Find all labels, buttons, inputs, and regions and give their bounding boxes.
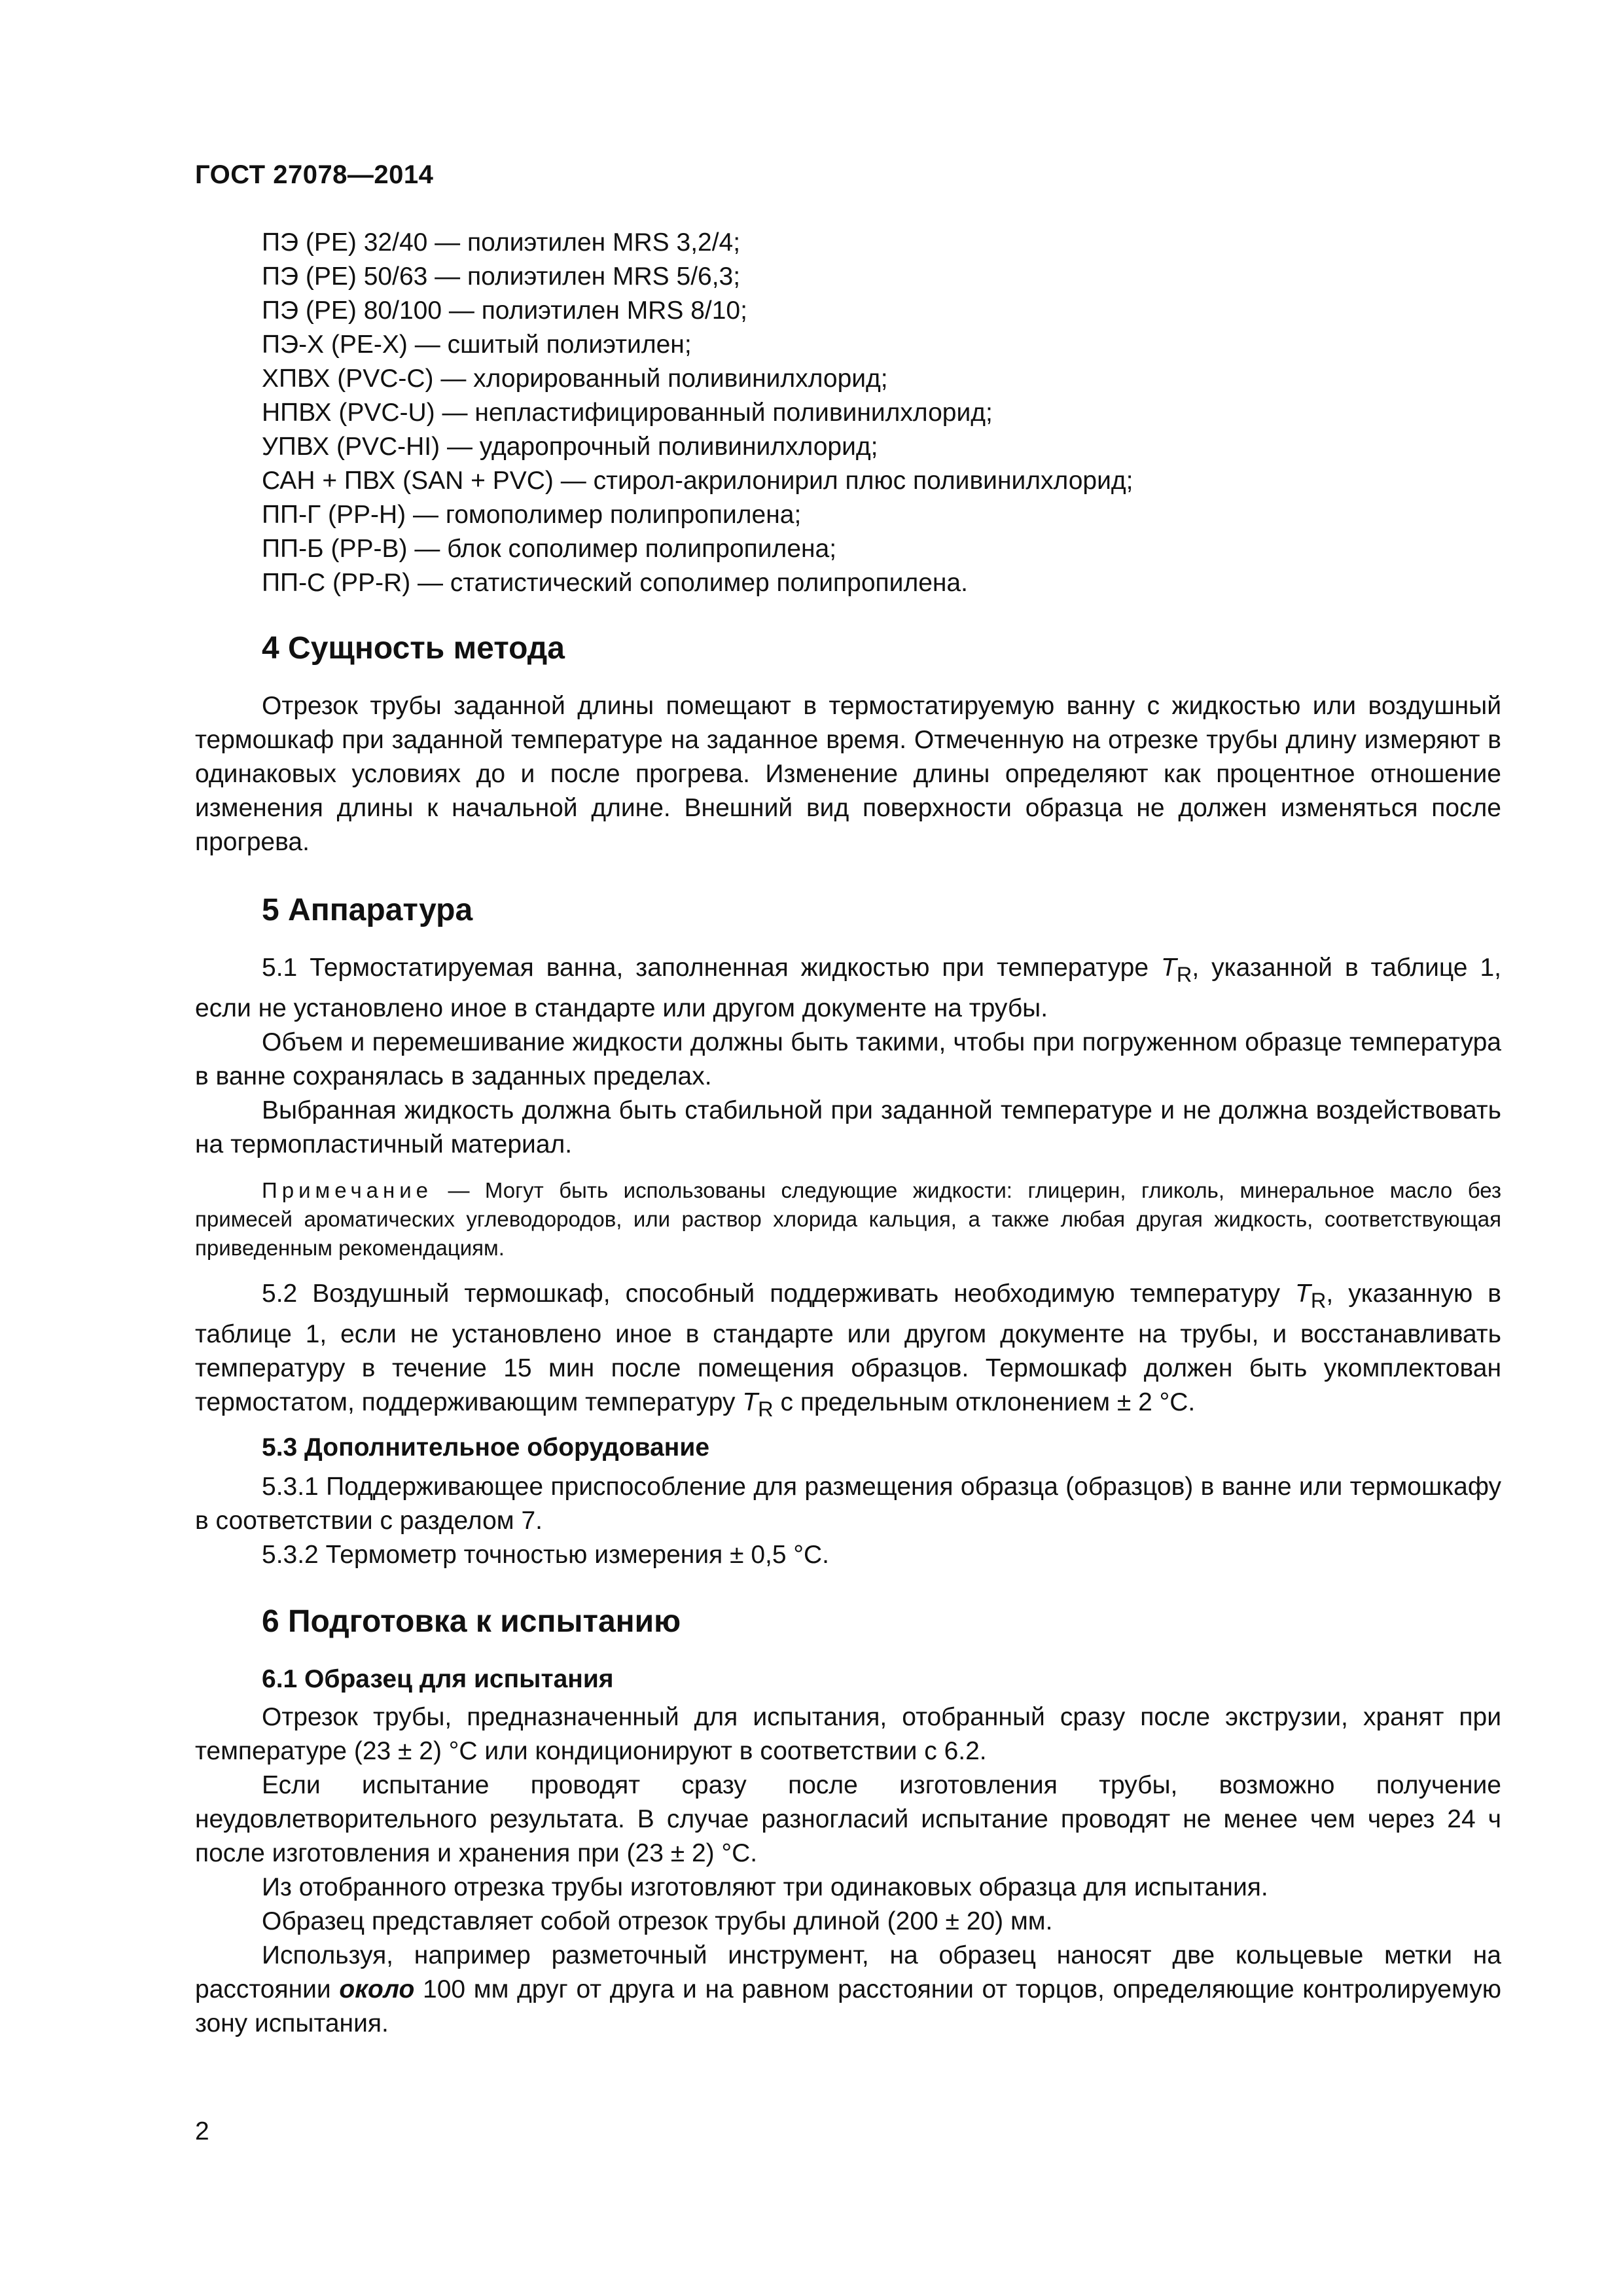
note-paragraph <box>195 1176 1501 1263</box>
paragraph-5-1-2: Объем и перемешивание жидкости должны быть такими, чтобы при погруженном образце температура в ванне сохранялась в заданных пределах. <box>195 1028 1501 1090</box>
abbreviation-item: ПЭ (PE) 80/100 — полиэтилен MRS 8/10; <box>262 296 747 325</box>
abbreviation-item: ПП-Г (PP-H) — гомополимер полипропилена; <box>262 501 802 529</box>
text-span: , указанной в таблице 1, если не установлено иное в стандарте или другом документе на трубы. <box>195 954 1501 1022</box>
paragraph-5-1-3: Выбранная жидкость должна быть стабильной при заданной температуре и не должна воздействовать на термопластичный материал. <box>195 1096 1501 1158</box>
paragraph-5-1 <box>195 951 1501 1026</box>
abbreviation-item: УПВХ (PVC-HI) — ударопрочный поливинилхлорид; <box>262 433 878 461</box>
text-span: 5.2 Воздушный термошкаф, способный поддерживать необходимую температуру <box>262 1279 1296 1308</box>
note-text: — Могут быть использованы следующие жидкости: глицерин, гликоль, минеральное масло без примесей ароматических углеводородов, или раствор хлорида кальция, а также любая другая жидкость, соответствующая приведенным рекомендациям. <box>195 1177 1501 1260</box>
text-span: , указанную в таблице 1, если не установлено иное в стандарте или другом документе на трубы, и восстанавливать температуру в течение 15 мин после помещения образцов. Термошкаф должен быть укомплектован термостатом, поддерживающим температуру <box>195 1279 1501 1416</box>
subsection-6-1-heading: 6.1 Образец для испытания <box>262 1665 614 1694</box>
note-label: Примечание <box>262 1177 433 1202</box>
section-4-paragraph: Отрезок трубы заданной длины помещают в термостатируемую ванну с жидкостью или воздушный термошкаф при заданной температуре на заданное время. Отмеченную на отрезке трубы длину измеряют в одинаковых условиях до и после прогрева. Изменение длины определяют как процентное отношение изменения длины к начальной длине. Внешний вид поверхности образца не должен изменяться после прогрева. <box>195 692 1501 856</box>
abbreviation-item: ПП-Б (PP-B) — блок сополимер полипропилена; <box>262 535 837 563</box>
emphasis-text: около <box>339 1975 415 2004</box>
text-span: 100 мм друг от друга и на равном расстоянии от торцов, определяющие контролируемую зону испытания. <box>195 1975 1501 2038</box>
abbreviation-item: ПЭ-Х (PE-X) — сшитый полиэтилен; <box>262 331 692 359</box>
section-4-heading: 4 Сущность метода <box>262 631 565 666</box>
abbreviation-item: НПВХ (PVC-U) — непластифицированный поливинилхлорид; <box>262 399 993 427</box>
abbreviation-item: ХПВХ (PVC-C) — хлорированный поливинилхлорид; <box>262 365 888 393</box>
paragraph-6-1-1: Отрезок трубы, предназначенный для испытания, отобранный сразу после экструзии, хранят при температуре (23 ± 2) °С или кондиционируют в соответствии с 6.2. <box>195 1703 1501 1766</box>
temperature-symbol: T <box>742 1388 758 1416</box>
paragraph-6-1-3: Из отобранного отрезка трубы изготовляют три одинаковых образца для испытания. <box>262 1873 1268 1902</box>
abbreviation-item: ПЭ (PE) 32/40 — полиэтилен MRS 3,2/4; <box>262 228 741 257</box>
temperature-symbol: T <box>1161 954 1177 982</box>
page-number: 2 <box>195 2117 209 2145</box>
paragraph-6-1-2: Если испытание проводят сразу после изготовления трубы, возможно получение неудовлетворительного результата. В случае разногласий испытание проводят не менее чем через 24 ч после изготовления и хранения при (23 ± 2) °С. <box>195 1771 1501 1868</box>
section-6-heading: 6 Подготовка к испытанию <box>262 1604 681 1640</box>
paragraph-5-3-1: 5.3.1 Поддерживающее приспособление для размещения образца (образцов) в ванне или термошкафу в соответствии с разделом 7. <box>195 1473 1501 1535</box>
document-header: ГОСТ 27078—2014 <box>195 160 434 189</box>
paragraph-6-1-4: Образец представляет собой отрезок трубы длиной (200 ± 20) мм. <box>262 1907 1053 1936</box>
paragraph-5-3-2: 5.3.2 Термометр точностью измерения ± 0,5 °С. <box>262 1541 829 1570</box>
abbreviation-item: ПП-С (PP-R) — статистический сополимер полипропилена. <box>262 569 968 597</box>
text-span: с предельным отклонением ± 2 °С. <box>773 1388 1196 1416</box>
page-content <box>195 226 1501 2041</box>
text-span: 5.1 Термостатируемая ванна, заполненная жидкостью при температуре <box>262 954 1162 982</box>
paragraph-5-2 <box>195 1277 1501 1426</box>
temperature-subscript: R <box>1176 962 1192 986</box>
temperature-subscript: R <box>758 1397 774 1421</box>
abbreviation-item: САН + ПВХ (SAN + PVC) — стирол-акрилонирил плюс поливинилхлорид; <box>262 467 1133 495</box>
temperature-symbol: T <box>1295 1279 1311 1308</box>
paragraph-6-1-5 <box>195 1939 1501 2041</box>
temperature-subscript: R <box>1310 1288 1327 1312</box>
text-span: Используя, например разметочный инструмент, на образец наносят две кольцевые метки на расстоянии <box>195 1941 1501 2004</box>
subsection-5-3-heading: 5.3 Дополнительное оборудование <box>262 1433 710 1462</box>
abbreviation-item: ПЭ (PE) 50/63 — полиэтилен MRS 5/6,3; <box>262 262 741 291</box>
abbreviation-list <box>262 226 1501 600</box>
section-5-heading: 5 Аппаратура <box>262 893 473 927</box>
